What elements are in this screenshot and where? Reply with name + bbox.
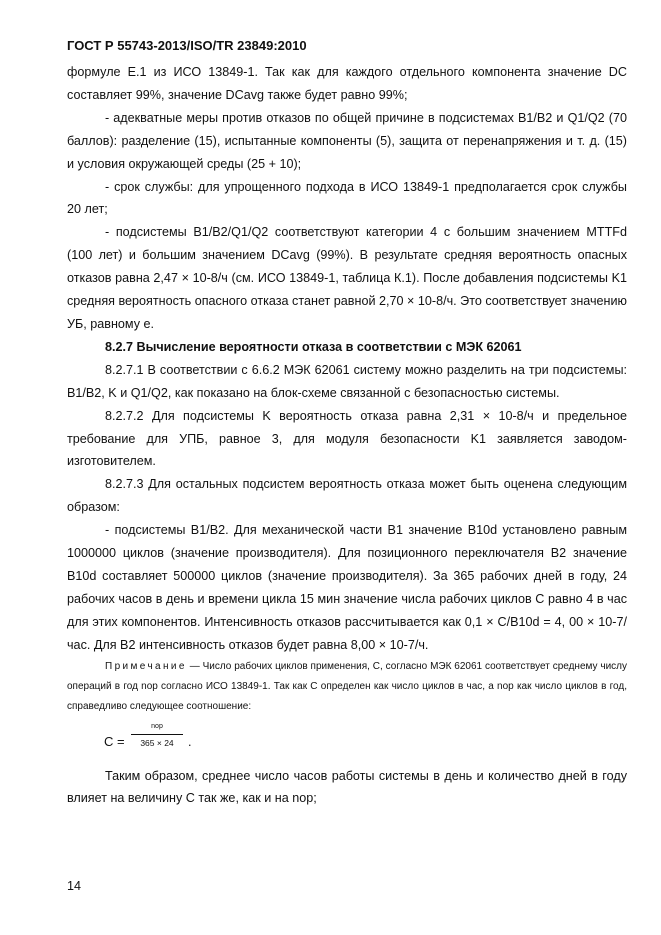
list-item: - срок службы: для упрощенного подхода в ИСО 13849-1 предполагается срок службы 20 лет; — [67, 179, 627, 217]
page-number: 14 — [67, 879, 82, 893]
formula-lhs: C = — [104, 733, 125, 749]
note-text: — Число рабочих циклов применения, C, согласно МЭК 62061 соответствует среднему числу операций в год nop согласно ИСО 13849-1. Так как C определен как число циклов в час, а nop как число циклов в год, справедливо следующее соотношение: — [67, 660, 627, 712]
formula-numerator: nop — [151, 722, 163, 730]
note — [67, 657, 627, 717]
paragraph: 8.2.7.2 Для подсистемы K вероятность отказа равна 2,31 × 10-8/ч и предельное требование для УПБ, равное 3, для модуля безопасности K1 заявляется заводом-изготовителем. — [67, 408, 627, 469]
paragraph: 8.2.7.3 Для остальных подсистем вероятность отказа может быть оценена следующим образом: — [67, 477, 627, 515]
formula-tail: . — [188, 734, 192, 749]
document-header: ГОСТ Р 55743-2013/ISO/TR 23849:2010 — [67, 38, 307, 53]
note-lead: Примечание — [105, 660, 187, 672]
document-body — [67, 61, 627, 810]
list-item: - адекватные меры против отказов по общей причине в подсистемах B1/B2 и Q1/Q2 (70 баллов): разделение (15), испытанные компоненты (5), защита от перенапряжения и т. д. (15) и условия окружающей среды (25 + 10); — [67, 110, 627, 171]
section-heading: 8.2.7 Вычисление вероятности отказа в соответствии с МЭК 62061 — [105, 339, 522, 354]
list-item: - подсистемы B1/B2/Q1/Q2 соответствуют категории 4 с большим значением MTTFd (100 лет) и большим значением DCavg (99%). В результате средняя вероятность опасных отказов равна 2,47 × 10-8/ч (см. ИСО 13849-1, таблица К.1). После добавления подсистемы K1 средняя вероятность опасного отказа станет равной 2,70 × 10-8/ч. Это соответствует значению УБ, равному e. — [67, 225, 627, 331]
formula-fraction — [131, 722, 183, 749]
list-item: - подсистемы B1/B2. Для механической части B1 значение B10d установлено равным 1000000 циклов (значение производителя). Для позиционного переключателя B2 значение B10d составляет 500000 циклов (значение производителя). За 365 рабочих дней в году, 24 рабочих часов в день и времени цикла 15 мин значение числа рабочих циклов C равно 4 в час для этих компонентов. Интенсивность отказов рассчитывается как 0,1 × C/B10d = 4, 00 × 10-7/час. Для B2 интенсивность отказов будет равна 8,00 × 10-7/ч. — [67, 523, 627, 652]
formula — [104, 717, 627, 765]
formula-denominator: 365 × 24 — [140, 737, 174, 748]
paragraph: формуле Е.1 из ИСО 13849-1. Так как для каждого отдельного компонента значение DC составляет 99%, значение DCavg также будет равно 99%; — [67, 65, 627, 102]
fraction-bar — [131, 734, 183, 735]
paragraph: Таким образом, среднее число часов работы системы в день и количество дней в году влияет на величину C так же, как и на nop; — [67, 768, 627, 806]
paragraph: 8.2.7.1 В соответствии с 6.6.2 МЭК 62061 систему можно разделить на три подсистемы: B1/B2, K и Q1/Q2, как показано на блок-схеме связанной с безопасностью системы. — [67, 362, 627, 400]
